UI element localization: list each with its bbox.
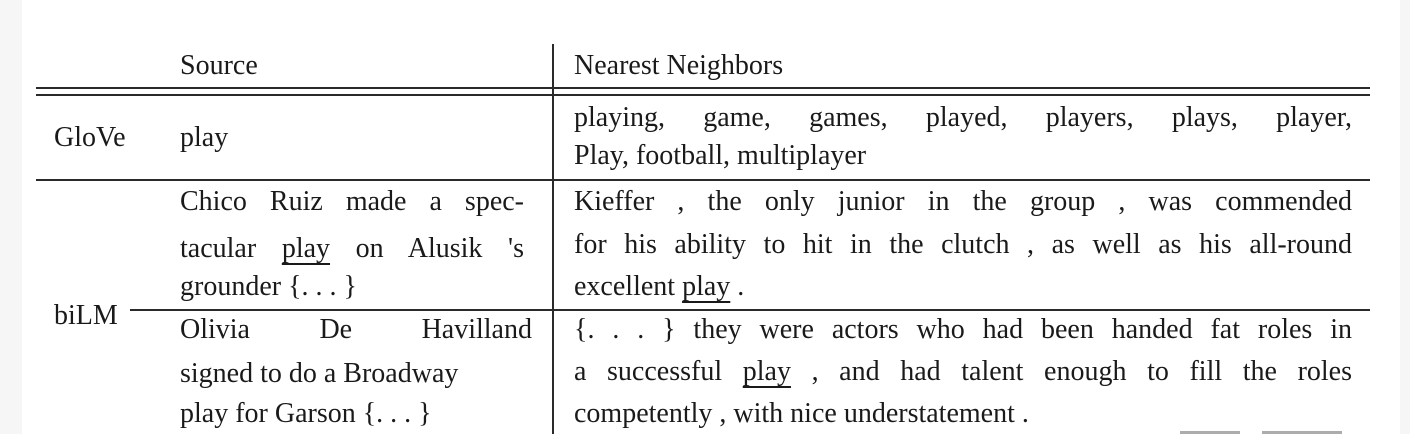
bilm-row1-source-line-3: grounder {. . . } [180, 271, 357, 302]
bilm-row1-neighbor-line-2: for his ability to hit in the clutch , as well as his all-round [574, 229, 1352, 260]
glove-bilm-rule [36, 179, 1370, 181]
bilm-row1-source-line-1: Chico Ruiz made a spec- [180, 186, 524, 217]
bilm-row1-neighbor-line-1: Kieffer , the only junior in the group , was commended [574, 186, 1352, 217]
bilm-row1-source-line-2 [180, 230, 524, 267]
glove-model-label: GloVe [54, 122, 126, 153]
glove-source-word: play [180, 122, 229, 153]
bilm-row2-neighbor-line-3: competently , with nice understatement . [574, 398, 1029, 429]
bilm-row2-source-line-1: Olivia De Havilland [180, 314, 532, 345]
bilm-row2-neighbor-target-word: play [742, 356, 791, 387]
bilm-row1-source-pre: tacular [180, 233, 282, 264]
header-nearest-neighbors: Nearest Neighbors [574, 50, 784, 81]
bilm-row2-neighbor-post: , and had talent enough to fill the roles [790, 356, 1352, 387]
bilm-row1-neighbor-line-3 [574, 268, 744, 305]
bilm-model-label: biLM [54, 300, 118, 331]
bilm-row1-neighbor-target-word: play [682, 271, 731, 302]
bilm-row2-neighbor-line-1: {. . . } they were actors who had been handed fat roles in [574, 314, 1352, 345]
column-divider [552, 44, 554, 434]
header-rule-top [36, 87, 1370, 89]
bilm-row2-source-line-3: play for Garson {. . . } [180, 398, 432, 429]
bilm-row2-neighbor-line-2 [574, 353, 1352, 390]
bilm-row1-neighbor-pre: excellent [574, 271, 683, 302]
bilm-row1-source-target-word: play [281, 233, 331, 264]
glove-neighbors-line-1: playing, game, games, played, players, plays, player, [574, 102, 1352, 133]
bilm-row2-neighbor-pre: a successful [574, 356, 743, 387]
glove-neighbors-line-2: Play, football, multiplayer [574, 140, 867, 171]
bilm-row1-neighbor-post: . [730, 271, 745, 302]
header-rule-bottom [36, 94, 1370, 96]
header-source: Source [180, 50, 258, 81]
bilm-row1-source-post: on Alusik 's [330, 233, 525, 264]
bilm-row2-source-line-2: signed to do a Broadway [180, 358, 459, 389]
